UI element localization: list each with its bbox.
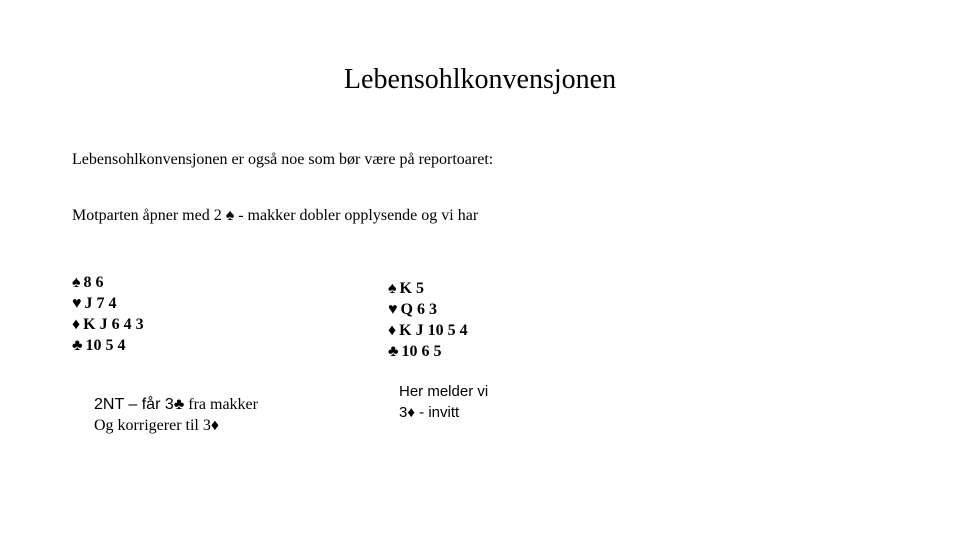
hand-left-hearts xyxy=(72,293,144,314)
club-icon: ♣ xyxy=(173,396,185,413)
club-icon: ♣ xyxy=(388,343,399,360)
opening-text: Motparten åpner med 2 ♠ - makker dobler opplysende og vi har xyxy=(72,207,479,224)
note-left-line1-end: fra makker xyxy=(184,396,258,413)
hand-right-hearts xyxy=(388,299,468,320)
spade-icon: ♠ xyxy=(72,274,81,291)
note-right-line1: Her melder vi xyxy=(399,383,489,400)
hand-left-hearts-cards: J 7 4 xyxy=(84,295,117,312)
note-right xyxy=(399,381,488,423)
hand-right-hearts-cards: Q 6 3 xyxy=(400,301,437,318)
hand-left-spades xyxy=(72,272,144,293)
hand-right-spades-cards: K 5 xyxy=(399,280,424,297)
slide-title: Lebensohlkonvensjonen xyxy=(343,64,617,95)
diamond-icon: ♦ xyxy=(72,316,81,333)
hand-left-clubs-cards: 10 5 4 xyxy=(85,337,126,354)
note-right-line2-end: - invitt xyxy=(415,404,460,421)
note-right-line2 xyxy=(399,402,488,423)
hand-right-clubs xyxy=(388,341,468,362)
hand-left-diamonds-cards: K J 6 4 3 xyxy=(83,316,144,333)
hand-left xyxy=(72,272,144,356)
spade-icon: ♠ xyxy=(388,280,397,297)
hand-right-spades xyxy=(388,278,468,299)
heart-icon: ♥ xyxy=(72,295,82,312)
note-right-line2-start: 3 xyxy=(399,404,408,421)
hand-right xyxy=(388,278,468,362)
hand-right-diamonds-cards: K J 10 5 4 xyxy=(399,322,468,339)
diamond-icon: ♦ xyxy=(388,322,397,339)
note-left-line1 xyxy=(94,394,258,415)
hand-right-diamonds xyxy=(388,320,468,341)
intro-text: Lebensohlkonvensjonen er også noe som bør være på reportoaret: xyxy=(72,151,494,168)
note-left xyxy=(94,394,258,436)
heart-icon: ♥ xyxy=(388,301,398,318)
note-left-line2: Og korrigerer til 3♦ xyxy=(94,417,220,434)
hand-left-diamonds xyxy=(72,314,144,335)
hand-left-clubs xyxy=(72,335,144,356)
hand-right-clubs-cards: 10 6 5 xyxy=(401,343,442,360)
club-icon: ♣ xyxy=(72,337,83,354)
note-left-line1-start: 2NT – får 3 xyxy=(94,396,174,413)
hand-left-spades-cards: 8 6 xyxy=(83,274,104,291)
diamond-icon: ♦ xyxy=(407,404,415,421)
